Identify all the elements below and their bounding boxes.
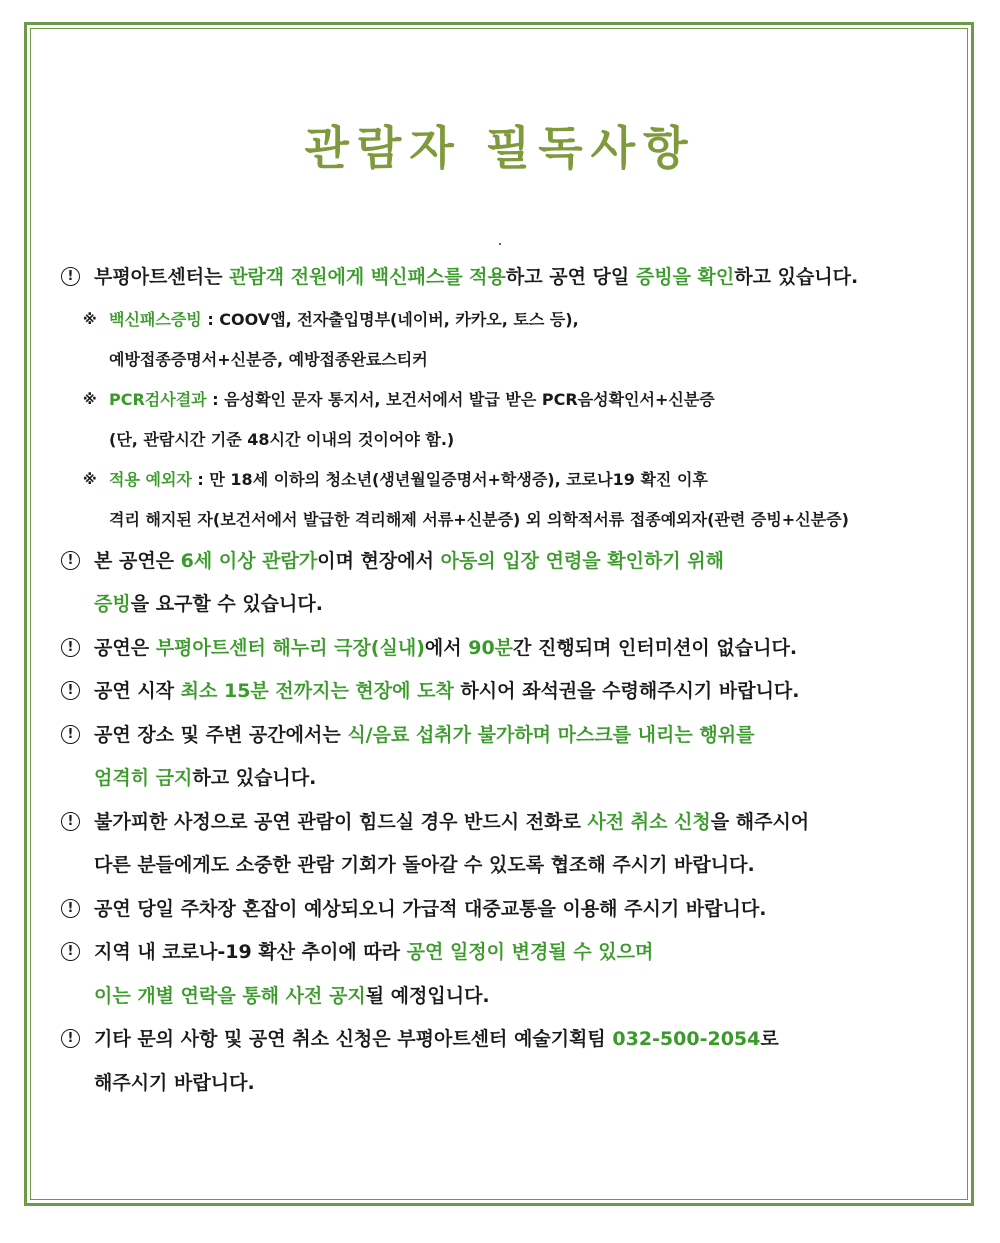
highlight-text: 관람객 전원에게 백신패스를 적용 (229, 266, 506, 288)
body-text: 격리 해지된 자(보건서에서 발급한 격리해제 서류+신분증) 외 의학적서류 접종예외자(관련 증빙+신분증) (109, 509, 849, 529)
highlight-text: 90분 (468, 636, 514, 659)
body-text: 공연 시작 (94, 680, 181, 702)
body-text: : COOV앱, 전자출입명부(네이버, 카카오, 토스 등), (201, 309, 579, 329)
notice-item (58, 627, 973, 671)
body-text: 에서 (424, 636, 469, 659)
item-text (94, 627, 797, 671)
exclamation-circle-icon: ! (58, 627, 94, 671)
item-text (94, 540, 724, 627)
text-line (109, 300, 579, 340)
exclamation-circle-icon: ! (58, 670, 94, 714)
text-line (94, 757, 754, 801)
highlight-text: 식/음료 섭취가 불가하며 마스크를 내리는 행위를 (347, 723, 755, 746)
item-text (94, 670, 800, 714)
highlight-text: 사전 취소 신청 (587, 810, 711, 833)
notice-item (58, 888, 973, 932)
item-text (94, 1018, 779, 1105)
text-line (94, 1018, 779, 1062)
body-text: 이며 현장에서 (317, 549, 441, 572)
text-line (94, 888, 766, 932)
exclamation-circle-icon: ! (58, 714, 94, 758)
body-text: 지역 내 코로나-19 확산 추이에 따라 (94, 941, 407, 963)
reference-mark-icon: ※ (83, 471, 97, 488)
body-text: 공연 당일 주차장 혼잡이 예상되오니 가급적 대중교통을 이용해 주시기 바랍니다. (94, 897, 767, 920)
text-line (109, 500, 849, 540)
highlight-text: 아동의 입장 연령을 확인하기 위해 (440, 549, 725, 572)
text-line (94, 801, 809, 845)
text-line (109, 460, 849, 500)
highlight-text: 백신패스증빙 (109, 309, 202, 329)
body-text: 하고 있습니다. (192, 767, 317, 789)
exclamation-circle-icon: ! (58, 256, 94, 300)
highlight-text: 적용 예외자 (109, 469, 192, 489)
item-text (94, 256, 858, 300)
note-item (83, 300, 973, 380)
reference-mark-icon: ※ (83, 311, 97, 328)
item-text (94, 801, 809, 888)
reference-mark-icon: ※ (83, 391, 97, 408)
text-line (94, 670, 800, 714)
exclamation-circle-icon: ! (58, 1018, 94, 1062)
notice-item (58, 714, 973, 801)
highlight-text: 6세 이상 관람가 (180, 549, 318, 572)
body-text: 공연 장소 및 주변 공간에서는 (94, 723, 348, 746)
body-text: 하시어 좌석권을 수령해주시기 바랍니다. (453, 680, 800, 702)
text-line (94, 256, 858, 300)
decorative-dot (499, 243, 501, 245)
body-text: 다른 분들에게도 소중한 관람 기회가 돌아갈 수 있도록 협조해 주시기 바랍니다. (94, 854, 755, 876)
text-line (94, 627, 797, 671)
notice-item (58, 1018, 973, 1105)
highlight-text: 증빙을 확인 (635, 266, 735, 288)
item-text (94, 931, 653, 1018)
text-line (94, 1062, 779, 1106)
body-text: 간 진행되며 인터미션이 없습니다. (513, 636, 798, 659)
highlight-text: 부평아트센터 해누리 극장(실내) (155, 636, 425, 659)
item-text (94, 714, 754, 801)
text-line (94, 714, 754, 758)
body-text: 을 해주시어 (710, 810, 810, 833)
body-text: 본 공연은 (94, 549, 181, 572)
text-line (109, 380, 715, 420)
body-text: 불가피한 사정으로 공연 관람이 힘드실 경우 반드시 전화로 (94, 810, 588, 833)
body-text: 해주시기 바랍니다. (94, 1071, 255, 1094)
body-text: 을 요구할 수 있습니다. (130, 593, 323, 615)
note-item (83, 380, 973, 460)
highlight-text: 엄격히 금지 (94, 767, 193, 789)
notice-item (58, 931, 973, 1018)
highlight-text: PCR검사결과 (109, 389, 207, 409)
text-line (109, 420, 715, 460)
highlight-text: 공연 일정이 변경될 수 있으며 (406, 941, 654, 963)
body-text: 로 (760, 1028, 779, 1050)
text-line (94, 931, 653, 975)
body-text: 하고 있습니다. (734, 266, 859, 288)
body-text: : 만 18세 이하의 청소년(생년월일증명서+학생증), 코로나19 확진 이후 (191, 469, 708, 489)
highlight-text: 이는 개별 연락을 통해 사전 공지 (94, 984, 366, 1007)
notice-item (58, 540, 973, 627)
page-title: 관람자 필독사항 (304, 121, 696, 175)
text-line (109, 340, 579, 380)
text-line (94, 975, 653, 1019)
note-item (83, 460, 973, 540)
exclamation-circle-icon: ! (58, 540, 94, 584)
highlight-text: 증빙 (94, 593, 131, 615)
exclamation-circle-icon: ! (58, 931, 94, 975)
body-text: 예방접종증명서+신분증, 예방접종완료스티커 (109, 349, 428, 369)
notice-list-general (58, 540, 973, 1106)
body-text: 공연은 (94, 636, 156, 659)
notice-list-vaccine (58, 256, 973, 300)
item-text (109, 460, 849, 540)
highlight-text: 최소 15분 전까지는 현장에 도착 (180, 680, 454, 702)
item-text (109, 380, 715, 460)
highlight-text: 032-500-2054 (612, 1028, 761, 1050)
body-text: (단, 관람시간 기준 48시간 이내의 것이어야 함.) (109, 429, 455, 449)
body-text: : 음성확인 문자 통지서, 보건서에서 발급 받은 PCR음성확인서+신분증 (206, 389, 715, 409)
notice-item (58, 256, 973, 300)
vaccine-pass-notes (58, 300, 973, 540)
exclamation-circle-icon: ! (58, 888, 94, 932)
notice-item (58, 801, 973, 888)
text-line (94, 844, 809, 888)
text-line (94, 540, 724, 584)
body-text: 하고 공연 당일 (505, 266, 636, 288)
notice-item (58, 670, 973, 714)
body-text: 될 예정입니다. (365, 984, 490, 1007)
body-text: 기타 문의 사항 및 공연 취소 신청은 부평아트센터 예술기획팀 (94, 1028, 613, 1050)
item-text (94, 888, 766, 932)
item-text (109, 300, 579, 380)
body-text: 부평아트센터는 (94, 266, 230, 288)
notice-content (58, 256, 973, 1105)
text-line (94, 583, 724, 627)
exclamation-circle-icon: ! (58, 801, 94, 845)
